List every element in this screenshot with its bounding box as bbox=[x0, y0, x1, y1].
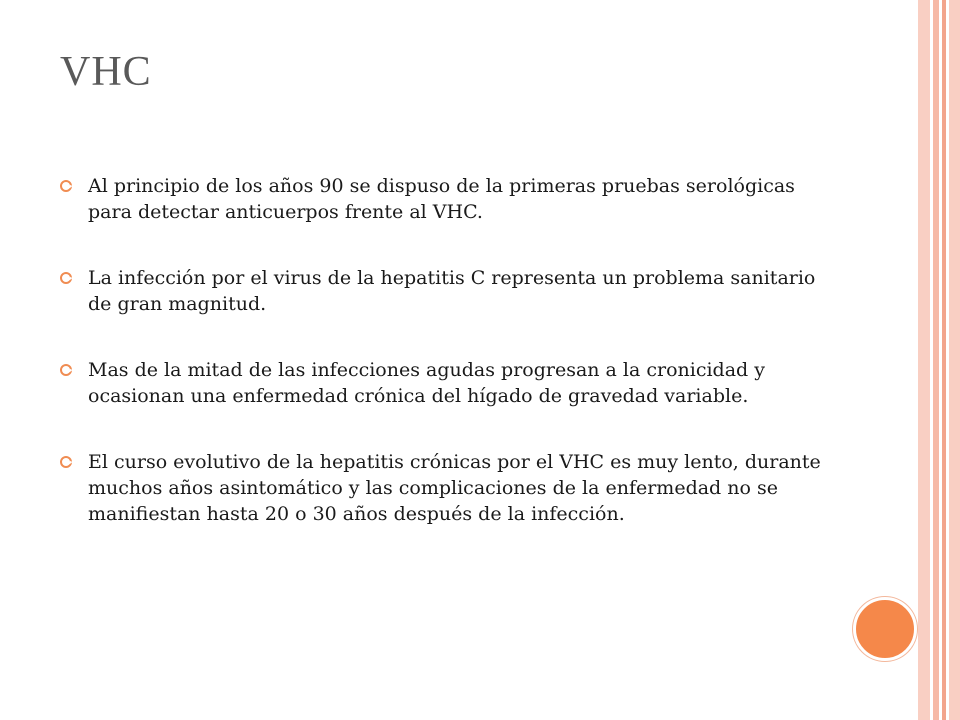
bullet-item bbox=[60, 173, 830, 225]
bullet-list bbox=[60, 173, 830, 527]
ring-bullet-icon bbox=[60, 180, 72, 192]
stripe bbox=[918, 0, 930, 720]
bullet-text: La infección por el virus de la hepatitis C representa un problema sanitario de gran magnitud. bbox=[88, 267, 816, 315]
bullet-text: El curso evolutivo de la hepatitis crónicas por el VHC es muy lento, durante muchos años asintomático y las complicaciones de la enfermedad no se manifiestan hasta 20 o 30 años después de la infección. bbox=[88, 451, 821, 525]
bullet-item bbox=[60, 449, 830, 527]
ring-bullet-icon bbox=[60, 456, 72, 468]
ring-bullet-icon bbox=[60, 272, 72, 284]
orange-circle-icon bbox=[853, 597, 917, 661]
bullet-text: Al principio de los años 90 se dispuso de la primeras pruebas serológicas para detectar anticuerpos frente al VHC. bbox=[88, 175, 795, 223]
bullet-item bbox=[60, 265, 830, 317]
bullet-text: Mas de la mitad de las infecciones agudas progresan a la cronicidad y ocasionan una enfermedad crónica del hígado de gravedad variable. bbox=[88, 359, 765, 407]
right-decorative-stripes bbox=[918, 0, 960, 720]
slide-title: VHC bbox=[60, 49, 152, 95]
ring-bullet-icon bbox=[60, 364, 72, 376]
stripe bbox=[949, 0, 960, 720]
bullet-item bbox=[60, 357, 830, 409]
